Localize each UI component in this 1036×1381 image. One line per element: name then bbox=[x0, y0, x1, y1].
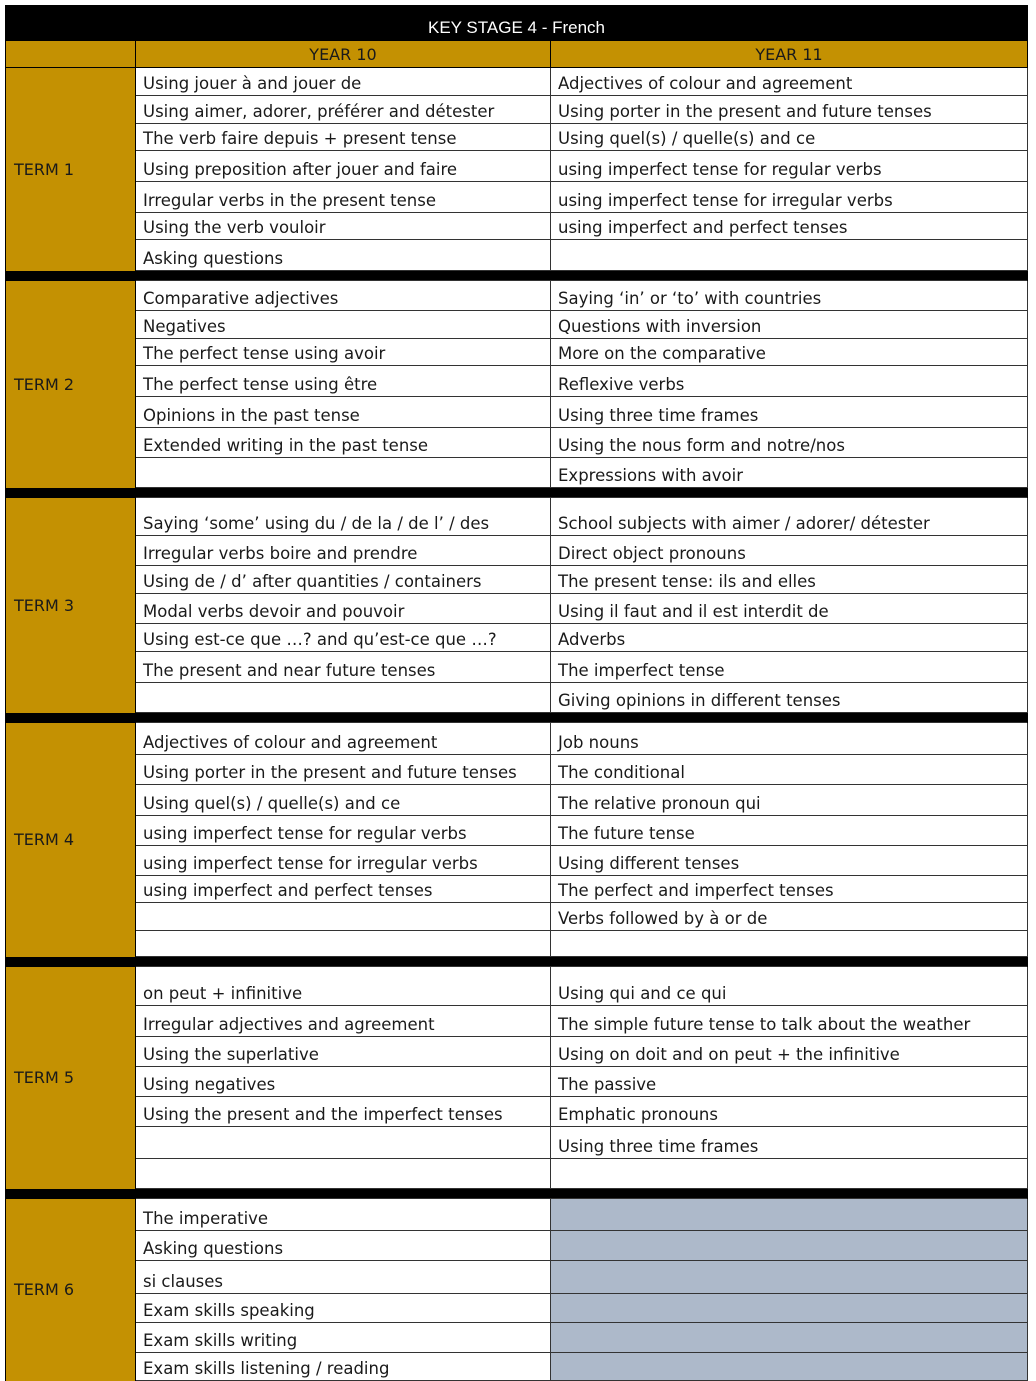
table-row bbox=[6, 594, 1028, 624]
table-row bbox=[6, 151, 1028, 182]
term-separator bbox=[6, 488, 1028, 498]
year11-topic-cell bbox=[551, 1353, 1028, 1381]
year11-topic-cell: The conditional bbox=[551, 755, 1028, 785]
table-row bbox=[6, 182, 1028, 213]
year11-topic-cell: Using different tenses bbox=[551, 846, 1028, 876]
table-row bbox=[6, 816, 1028, 846]
term-label: TERM 3 bbox=[6, 498, 136, 713]
table-row bbox=[6, 1067, 1028, 1097]
term-separator-bar bbox=[6, 957, 1028, 967]
term-label: TERM 1 bbox=[6, 68, 136, 271]
table-row bbox=[6, 1353, 1028, 1381]
table-row bbox=[6, 785, 1028, 816]
term-label: TERM 2 bbox=[6, 281, 136, 488]
year11-topic-cell: Adverbs bbox=[551, 624, 1028, 652]
table-row bbox=[6, 1037, 1028, 1067]
year11-topic-cell: The imperfect tense bbox=[551, 652, 1028, 683]
year11-topic-cell: Using quel(s) / quelle(s) and ce bbox=[551, 124, 1028, 151]
year11-topic-cell: using imperfect and perfect tenses bbox=[551, 213, 1028, 240]
table-row bbox=[6, 1294, 1028, 1323]
year10-topic-cell: Using preposition after jouer and faire bbox=[136, 151, 551, 182]
term-separator bbox=[6, 271, 1028, 281]
year11-topic-cell: Job nouns bbox=[551, 723, 1028, 755]
column-header-year10: YEAR 10 bbox=[136, 41, 551, 68]
table-row bbox=[6, 1199, 1028, 1231]
year10-topic-cell: Asking questions bbox=[136, 1231, 551, 1261]
table-row bbox=[6, 755, 1028, 785]
header-blank-cell bbox=[6, 41, 136, 68]
year10-topic-cell: Modal verbs devoir and pouvoir bbox=[136, 594, 551, 624]
year11-topic-cell bbox=[551, 931, 1028, 957]
year10-topic-cell: Using porter in the present and future tenses bbox=[136, 755, 551, 785]
year11-topic-cell: using imperfect tense for regular verbs bbox=[551, 151, 1028, 182]
year10-topic-cell bbox=[136, 458, 551, 488]
table-row bbox=[6, 652, 1028, 683]
year11-topic-cell: using imperfect tense for irregular verbs bbox=[551, 182, 1028, 213]
year10-topic-cell: Irregular verbs boire and prendre bbox=[136, 536, 551, 566]
table-row bbox=[6, 846, 1028, 876]
year11-topic-cell: Expressions with avoir bbox=[551, 458, 1028, 488]
year11-topic-cell: Using the nous form and notre/nos bbox=[551, 428, 1028, 458]
term-label: TERM 4 bbox=[6, 723, 136, 957]
year10-topic-cell: The imperative bbox=[136, 1199, 551, 1231]
table-row bbox=[6, 68, 1028, 96]
year11-topic-cell bbox=[551, 1261, 1028, 1294]
year11-topic-cell: The present tense: ils and elles bbox=[551, 566, 1028, 594]
year11-topic-cell: Giving opinions in different tenses bbox=[551, 683, 1028, 713]
year11-topic-cell: Adjectives of colour and agreement bbox=[551, 68, 1028, 96]
table-row bbox=[6, 498, 1028, 536]
year11-topic-cell: The perfect and imperfect tenses bbox=[551, 876, 1028, 903]
table-row bbox=[6, 903, 1028, 931]
table-row bbox=[6, 1231, 1028, 1261]
year11-topic-cell: Using three time frames bbox=[551, 1127, 1028, 1159]
year11-topic-cell: The future tense bbox=[551, 816, 1028, 846]
year10-topic-cell bbox=[136, 1127, 551, 1159]
table-row bbox=[6, 683, 1028, 713]
year10-topic-cell: Irregular verbs in the present tense bbox=[136, 182, 551, 213]
table-row bbox=[6, 339, 1028, 366]
year11-topic-cell: School subjects with aimer / adorer/ détester bbox=[551, 498, 1028, 536]
year11-topic-cell bbox=[551, 1199, 1028, 1231]
table-row bbox=[6, 1006, 1028, 1037]
table-row bbox=[6, 723, 1028, 755]
year11-topic-cell: The simple future tense to talk about the weather bbox=[551, 1006, 1028, 1037]
year10-topic-cell: Using est-ce que …? and qu’est-ce que …? bbox=[136, 624, 551, 652]
year11-topic-cell: Using il faut and il est interdit de bbox=[551, 594, 1028, 624]
table-row bbox=[6, 96, 1028, 124]
year10-topic-cell: Irregular adjectives and agreement bbox=[136, 1006, 551, 1037]
year10-topic-cell bbox=[136, 683, 551, 713]
year10-topic-cell: The verb faire depuis + present tense bbox=[136, 124, 551, 151]
year10-topic-cell: using imperfect and perfect tenses bbox=[136, 876, 551, 903]
table-row bbox=[6, 624, 1028, 652]
year10-topic-cell: Using quel(s) / quelle(s) and ce bbox=[136, 785, 551, 816]
table-row bbox=[6, 876, 1028, 903]
year10-topic-cell: Using aimer, adorer, préférer and détester bbox=[136, 96, 551, 124]
table-row bbox=[6, 240, 1028, 271]
year10-topic-cell: Using jouer à and jouer de bbox=[136, 68, 551, 96]
term-separator bbox=[6, 713, 1028, 723]
year10-topic-cell: Adjectives of colour and agreement bbox=[136, 723, 551, 755]
year11-topic-cell: Emphatic pronouns bbox=[551, 1097, 1028, 1127]
table-row bbox=[6, 1097, 1028, 1127]
year10-topic-cell: The perfect tense using être bbox=[136, 366, 551, 397]
table-row bbox=[6, 366, 1028, 397]
table-row bbox=[6, 931, 1028, 957]
table-body bbox=[6, 68, 1028, 1381]
year10-topic-cell: Using the verb vouloir bbox=[136, 213, 551, 240]
term-separator-bar bbox=[6, 1189, 1028, 1199]
year10-topic-cell bbox=[136, 903, 551, 931]
year10-topic-cell: Exam skills speaking bbox=[136, 1294, 551, 1323]
table-row bbox=[6, 124, 1028, 151]
year11-topic-cell: Questions with inversion bbox=[551, 311, 1028, 339]
table-row bbox=[6, 967, 1028, 1006]
term-separator bbox=[6, 957, 1028, 967]
year11-topic-cell: Reflexive verbs bbox=[551, 366, 1028, 397]
year10-topic-cell: on peut + infinitive bbox=[136, 967, 551, 1006]
table-row bbox=[6, 311, 1028, 339]
year10-topic-cell: Comparative adjectives bbox=[136, 281, 551, 311]
year11-topic-cell: Using three time frames bbox=[551, 397, 1028, 428]
table-row bbox=[6, 428, 1028, 458]
column-header-year11: YEAR 11 bbox=[551, 41, 1028, 68]
year10-topic-cell: Negatives bbox=[136, 311, 551, 339]
table-row bbox=[6, 1127, 1028, 1159]
year10-topic-cell: Using de / d’ after quantities / containers bbox=[136, 566, 551, 594]
table-row bbox=[6, 458, 1028, 488]
table-row bbox=[6, 213, 1028, 240]
term-label: TERM 6 bbox=[6, 1199, 136, 1381]
year10-topic-cell: Exam skills listening / reading bbox=[136, 1353, 551, 1381]
year10-topic-cell: The perfect tense using avoir bbox=[136, 339, 551, 366]
table-row bbox=[6, 566, 1028, 594]
year10-topic-cell: The present and near future tenses bbox=[136, 652, 551, 683]
year10-topic-cell: using imperfect tense for irregular verbs bbox=[136, 846, 551, 876]
year10-topic-cell: Using the superlative bbox=[136, 1037, 551, 1067]
table-row bbox=[6, 281, 1028, 311]
year11-topic-cell: The relative pronoun qui bbox=[551, 785, 1028, 816]
year11-topic-cell bbox=[551, 1159, 1028, 1189]
curriculum-table bbox=[5, 5, 1028, 1381]
year11-topic-cell: Using qui and ce qui bbox=[551, 967, 1028, 1006]
year10-topic-cell: Opinions in the past tense bbox=[136, 397, 551, 428]
year10-topic-cell: Using negatives bbox=[136, 1067, 551, 1097]
term-label: TERM 5 bbox=[6, 967, 136, 1189]
year11-topic-cell: Using porter in the present and future tenses bbox=[551, 96, 1028, 124]
term-separator-bar bbox=[6, 713, 1028, 723]
table-row bbox=[6, 397, 1028, 428]
page-title: KEY STAGE 4 - French bbox=[6, 6, 1028, 41]
table-row bbox=[6, 1323, 1028, 1353]
year10-topic-cell: using imperfect tense for regular verbs bbox=[136, 816, 551, 846]
year11-topic-cell: More on the comparative bbox=[551, 339, 1028, 366]
table-row bbox=[6, 1159, 1028, 1189]
year11-topic-cell bbox=[551, 1323, 1028, 1353]
year11-topic-cell bbox=[551, 1294, 1028, 1323]
year11-topic-cell: The passive bbox=[551, 1067, 1028, 1097]
year11-topic-cell: Using on doit and on peut + the infinitive bbox=[551, 1037, 1028, 1067]
year10-topic-cell: Using the present and the imperfect tenses bbox=[136, 1097, 551, 1127]
year10-topic-cell: Exam skills writing bbox=[136, 1323, 551, 1353]
year11-topic-cell: Saying ‘in’ or ‘to’ with countries bbox=[551, 281, 1028, 311]
table-row bbox=[6, 1261, 1028, 1294]
year10-topic-cell: Saying ‘some’ using du / de la / de l’ / des bbox=[136, 498, 551, 536]
year10-topic-cell: si clauses bbox=[136, 1261, 551, 1294]
year11-topic-cell bbox=[551, 240, 1028, 271]
term-separator bbox=[6, 1189, 1028, 1199]
year10-topic-cell bbox=[136, 931, 551, 957]
year10-topic-cell: Extended writing in the past tense bbox=[136, 428, 551, 458]
year11-topic-cell: Verbs followed by à or de bbox=[551, 903, 1028, 931]
year11-topic-cell: Direct object pronouns bbox=[551, 536, 1028, 566]
year10-topic-cell: Asking questions bbox=[136, 240, 551, 271]
table-row bbox=[6, 536, 1028, 566]
term-separator-bar bbox=[6, 488, 1028, 498]
year11-topic-cell bbox=[551, 1231, 1028, 1261]
term-separator-bar bbox=[6, 271, 1028, 281]
year10-topic-cell bbox=[136, 1159, 551, 1189]
